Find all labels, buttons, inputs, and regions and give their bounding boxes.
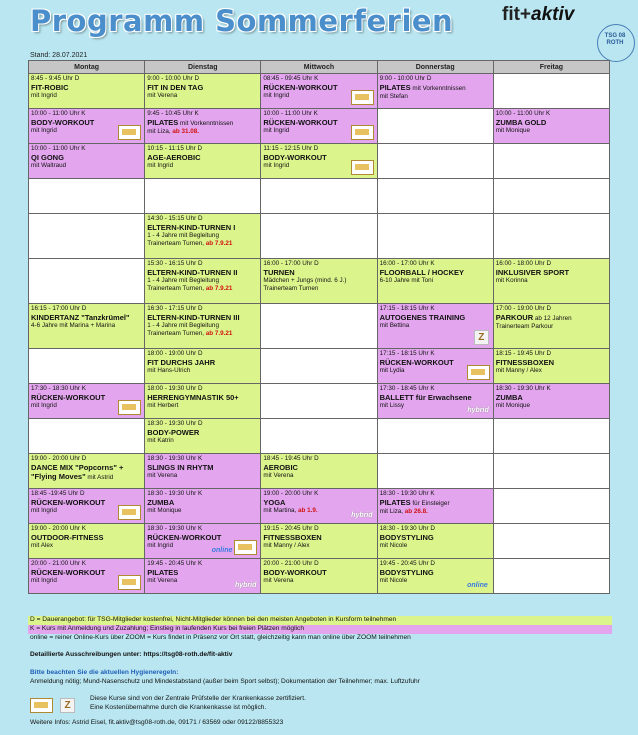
schedule-table (28, 60, 610, 594)
course-cell[interactable] (145, 349, 261, 384)
course-name: FLOORBALL / HOCKEY (379, 267, 465, 277)
course-name: ZUMBA (495, 392, 523, 402)
course-name: ELTERN-KIND-TURNEN II (147, 267, 238, 277)
course-name-extra: mit Vorkenntnissen (410, 84, 466, 92)
course-cell[interactable] (261, 144, 377, 179)
course-trainer: mit Verena (263, 471, 294, 479)
empty-cell (493, 524, 609, 559)
course-cell[interactable] (145, 109, 261, 144)
course-time: 18:00 - 19:30 Uhr D (147, 385, 203, 392)
course-name: PILATES (147, 117, 179, 127)
empty-cell (377, 179, 493, 214)
course-time: 17:30 - 18:45 Uhr K (379, 385, 435, 392)
certified-sport-badge-icon (234, 540, 257, 555)
course-start-date: ab 31.08. (170, 127, 199, 135)
course-name: OUTDOOR-FITNESS (31, 532, 104, 542)
day-header-freitag: Freitag (493, 61, 609, 74)
course-name: ELTERN-KIND-TURNEN I (147, 222, 236, 232)
rules-title: Bitte beachten Sie die aktuellen Hygieneregeln: (30, 669, 179, 676)
course-time: 18:30 - 19:30 Uhr K (147, 525, 203, 532)
course-time: 18:45 - 19:45 Uhr D (263, 455, 319, 462)
course-trainer: mit Ingrid (263, 126, 290, 134)
course-trainer: mit Martina, (263, 506, 297, 514)
course-trainer: mit Ingrid (31, 401, 57, 409)
empty-cell (261, 349, 377, 384)
course-trainer: mit Ingrid (31, 576, 57, 584)
cert-text-1: Diese Kurse sind von der Zentrale Prüfstelle der Krankenkasse zertifiziert. (90, 695, 306, 702)
course-name: ZUMBA (147, 497, 175, 507)
course-trainer: mit Katrin (147, 436, 174, 444)
course-name: AGE-AEROBIC (147, 152, 201, 162)
course-time: 18:15 - 19:45 Uhr D (495, 350, 552, 357)
course-name: PILATES (379, 497, 411, 507)
course-cell[interactable] (377, 559, 493, 594)
course-time: 14:30 - 15:15 Uhr D (147, 215, 203, 222)
course-cell[interactable] (377, 384, 493, 419)
page-title: Programm Sommerferien (30, 4, 454, 38)
stand-date: Stand: 28.07.2021 (30, 52, 88, 59)
course-time: 16:30 - 17:15 Uhr D (147, 305, 203, 312)
course-time: 10:00 - 11:00 Uhr K (495, 110, 551, 117)
course-trainer: mit Manny / Alex (495, 366, 542, 374)
course-name: FIT IN DEN TAG (147, 82, 204, 92)
course-time: 19:45 - 20:45 Uhr D (379, 560, 435, 567)
course-trainer: mit Korinna (495, 276, 528, 284)
course-trainer-team: Trainerteam Turnen, (147, 284, 205, 292)
zpp-z-icon: Z (60, 698, 75, 713)
table-row (29, 349, 610, 384)
course-name: FITNESSBOXEN (263, 532, 322, 542)
course-trainer: mit Ingrid (31, 506, 57, 514)
empty-cell (377, 454, 493, 489)
club-seal-text: TSG 08 ROTH (604, 33, 626, 46)
contact-info: Weitere Infos: Astrid Eisel, fit.aktiv@tsg08-roth.de, 09171 / 63569 oder 09122/8855323 (30, 719, 284, 726)
course-trainer: 6-10 Jahre mit Toni (379, 276, 433, 284)
course-name: TURNEN (263, 267, 295, 277)
course-cell[interactable] (261, 454, 377, 489)
course-time: 17:15 - 18:15 Uhr K (379, 305, 435, 312)
course-time: 19:00 - 20:00 Uhr D (31, 455, 87, 462)
empty-cell (29, 349, 145, 384)
logo-wordmark (502, 4, 574, 26)
course-time: 19:00 - 20:00 Uhr K (263, 490, 319, 497)
course-cell[interactable] (145, 304, 261, 349)
course-cell[interactable] (145, 454, 261, 489)
course-time: 10:00 - 11:00 Uhr K (263, 110, 318, 117)
course-time: 10:15 - 11:15 Uhr D (147, 145, 203, 152)
course-cell[interactable] (29, 304, 145, 349)
table-row (29, 524, 610, 559)
course-cell[interactable] (377, 489, 493, 524)
table-row (29, 214, 610, 259)
course-trainer: mit Ingrid (147, 541, 174, 549)
course-name: RÜCKEN-WORKOUT (31, 392, 106, 402)
course-cell[interactable] (377, 259, 493, 304)
certified-sport-badge-icon (467, 365, 490, 380)
course-trainer: mit Monique (495, 126, 531, 134)
course-cell[interactable] (261, 109, 377, 144)
table-row (29, 259, 610, 304)
course-cell[interactable] (377, 304, 493, 349)
course-start-date: ab 7.9.21 (204, 239, 233, 247)
course-trainer: mit Waltraud (31, 161, 67, 169)
course-trainer: mit Hans-Ulrich (147, 366, 191, 374)
course-time: 19:45 - 20:45 Uhr K (147, 560, 203, 567)
empty-cell (261, 179, 377, 214)
course-trainer: 4-6 Jahre mit Marina + Marina (31, 321, 116, 329)
rules-text: Anmeldung nötig; Mund-Nasenschutz und Mindestabstand (außer beim Sport selbst); Dokumentation der Teilnehmer; max. Luftzufuhr (30, 678, 420, 685)
online-tag: online (211, 547, 233, 555)
hybrid-tag: hybrid (234, 582, 257, 590)
empty-cell (261, 419, 377, 454)
course-name: PILATES (147, 567, 179, 577)
course-cell[interactable] (493, 304, 609, 349)
course-start-date: ab 7.9.21 (204, 284, 233, 292)
hybrid-tag: hybrid (351, 512, 373, 520)
course-cell[interactable] (145, 259, 261, 304)
course-name: YOGA (263, 497, 286, 507)
hybrid-tag: hybrid (467, 407, 489, 415)
course-trainer: mit Bettina (379, 321, 410, 329)
course-cell[interactable] (493, 109, 609, 144)
course-name: RÜCKEN-WORKOUT (147, 532, 222, 542)
course-trainer: mit Ingrid (263, 91, 290, 99)
course-trainer: mit Ingrid (263, 161, 290, 169)
course-name: BODY-WORKOUT (263, 567, 327, 577)
course-time: 9:00 - 10:00 Uhr D (379, 75, 432, 82)
course-time: 18:30 - 19:30 Uhr K (495, 385, 551, 392)
certified-sport-badge-icon (30, 698, 53, 713)
course-time: 18:30 - 19:30 Uhr K (379, 490, 435, 497)
empty-cell (377, 144, 493, 179)
course-cell[interactable] (145, 74, 261, 109)
course-name: HERRENGYMNASTIK 50+ (147, 392, 239, 402)
course-name: BALLETT für Erwachsene (379, 392, 472, 402)
course-cell[interactable] (29, 454, 145, 489)
logo-fit-text: fit+ (502, 4, 532, 25)
course-trainer: mit Herbert (147, 401, 179, 409)
course-trainer: mit Monique (147, 506, 182, 514)
course-name: AUTOGENES TRAINING (379, 312, 466, 322)
empty-cell (145, 179, 261, 214)
course-name: BODYSTYLING (379, 567, 434, 577)
course-trainer: mit Stefan (379, 92, 408, 100)
course-cell[interactable] (493, 349, 609, 384)
course-trainer: mit Verena (147, 576, 178, 584)
course-time: 10:00 - 11:00 Uhr K (31, 145, 86, 152)
empty-cell (493, 214, 609, 259)
course-cell[interactable] (145, 524, 261, 559)
empty-cell (29, 214, 145, 259)
table-row (29, 489, 610, 524)
course-name: ELTERN-KIND-TURNEN III (147, 312, 240, 322)
day-header-donnerstag: Donnerstag (377, 61, 493, 74)
course-cell[interactable] (29, 489, 145, 524)
table-row (29, 454, 610, 489)
course-trainer: mit Alex (31, 541, 54, 549)
course-trainer: mit Verena (147, 91, 178, 99)
course-time: 18:30 - 19:30 Uhr K (147, 490, 203, 497)
course-name: PARKOUR (495, 312, 534, 322)
course-time: 19:00 - 20:00 Uhr K (31, 525, 86, 532)
zpp-z-icon: Z (474, 330, 489, 345)
course-time: 16:15 - 17:00 Uhr D (31, 305, 87, 312)
course-time: 17:30 - 18:30 Uhr K (31, 385, 86, 392)
empty-cell (29, 179, 145, 214)
course-trainer: mit Nicole (379, 576, 408, 584)
course-name: BODY-WORKOUT (31, 117, 95, 127)
legend-dauer: D = Dauerangebot: für TSG-Mitglieder kostenfrei, Nicht-Mitglieder können bei den meisten Angeboten in Kursform teilnehmen (28, 616, 612, 625)
empty-cell (261, 304, 377, 349)
course-cell[interactable] (29, 384, 145, 419)
course-trainer: Trainerteam Parkour (495, 322, 554, 330)
course-time: 16:00 - 17:00 Uhr K (379, 260, 435, 267)
course-name: BODY-WORKOUT (263, 152, 327, 162)
course-time: 18:45 -19:45 Uhr D (31, 490, 85, 497)
course-time: 18:30 - 19:30 Uhr D (379, 525, 435, 532)
course-cell[interactable] (29, 74, 145, 109)
course-cell[interactable] (145, 384, 261, 419)
course-time: 18:30 - 19:30 Uhr D (147, 420, 203, 427)
course-trainer: mit Liza, (379, 507, 404, 515)
course-cell[interactable] (261, 559, 377, 594)
day-header-montag: Montag (29, 61, 145, 74)
legend-online: online = reiner Online-Kurs über ZOOM = Kurs findet in Präsenz vor Ort statt, gleichzeitig kann man online über ZOOM teilnehmen (30, 634, 411, 641)
details-link[interactable]: Detaillierte Ausschreibungen unter: https://tsg08-roth.de/fit-aktiv (30, 651, 233, 658)
course-trainer: 1 - 4 Jahre mit Begleitung (147, 321, 219, 329)
empty-cell (29, 419, 145, 454)
course-time: 20:00 - 21:00 Uhr D (263, 560, 319, 567)
course-name: FITNESSBOXEN (495, 357, 555, 367)
certified-sport-badge-icon (351, 125, 374, 140)
course-start-date: ab 26.8. (403, 507, 428, 515)
course-cell[interactable] (29, 524, 145, 559)
course-start-date: ab 7.9.21 (204, 329, 233, 337)
empty-cell (29, 259, 145, 304)
course-time: 9:00 - 10:00 Uhr D (147, 75, 199, 82)
course-time: 20:00 - 21:00 Uhr K (31, 560, 86, 567)
course-name: BODY-POWER (147, 427, 200, 437)
empty-cell (261, 214, 377, 259)
course-name-extra: mit Vorkenntnissen (178, 119, 234, 127)
course-cell[interactable] (145, 489, 261, 524)
logo-aktiv-text: aktiv (531, 4, 575, 25)
course-name: FIT DURCHS JAHR (147, 357, 216, 367)
course-trainer: mit Verena (263, 576, 294, 584)
table-row (29, 559, 610, 594)
table-row (29, 74, 610, 109)
legend-kurs: K = Kurs mit Anmeldung und Zuzahlung; Einstieg in laufenden Kurs bei freien Plätzen möglich (28, 625, 612, 634)
course-time: 17:00 - 19:00 Uhr D (495, 305, 552, 312)
course-name-line2: "Flying Moves" (31, 471, 86, 481)
course-cell[interactable] (145, 559, 261, 594)
course-trainer-team: Trainerteam Turnen (263, 284, 319, 292)
day-header-dienstag: Dienstag (145, 61, 261, 74)
course-trainer: Mädchen + Jungs (mind. 6 J.) (263, 276, 347, 284)
course-name: ZUMBA GOLD (495, 117, 547, 127)
course-time: 17:15 - 18:15 Uhr K (379, 350, 435, 357)
empty-cell (493, 559, 609, 594)
course-trainer: mit Monique (495, 401, 531, 409)
course-name: RÜCKEN-WORKOUT (31, 567, 106, 577)
course-name: BODYSTYLING (379, 532, 434, 542)
empty-cell (261, 384, 377, 419)
course-time: 18:00 - 19:00 Uhr D (147, 350, 203, 357)
course-trainer-team: Trainerteam Turnen, (147, 329, 205, 337)
course-cell[interactable] (261, 74, 377, 109)
day-header-mittwoch: Mittwoch (261, 61, 377, 74)
certified-sport-badge-icon (118, 400, 141, 415)
table-row (29, 179, 610, 214)
table-row (29, 384, 610, 419)
course-cell[interactable] (261, 489, 377, 524)
course-time: 15:30 - 16:15 Uhr D (147, 260, 203, 267)
course-trainer: mit Astrid (85, 473, 114, 481)
course-cell[interactable] (377, 524, 493, 559)
course-trainer: mit Manny / Alex (263, 541, 310, 549)
course-name: FIT-ROBIC (31, 82, 69, 92)
course-time: 08:45 - 09:45 Uhr K (263, 75, 319, 82)
empty-cell (493, 74, 609, 109)
course-trainer: mit Ingrid (31, 91, 57, 99)
course-cell[interactable] (493, 384, 609, 419)
course-name: DANCE MIX "Popcorns" + (31, 462, 124, 472)
course-cell[interactable] (377, 349, 493, 384)
course-trainer: mit Lissy (379, 401, 405, 409)
course-trainer: mit Ingrid (31, 126, 57, 134)
course-cell[interactable] (261, 259, 377, 304)
course-trainer: mit Liza, (147, 127, 171, 135)
course-cell[interactable] (29, 144, 145, 179)
course-time: 19:15 - 20:45 Uhr D (263, 525, 319, 532)
course-cell[interactable] (261, 524, 377, 559)
course-name: AEROBIC (263, 462, 298, 472)
course-trainer: mit Nicole (379, 541, 408, 549)
course-time: 10:00 - 11:00 Uhr K (31, 110, 86, 117)
course-trainer: mit Lydia (379, 366, 405, 374)
course-name: RÜCKEN-WORKOUT (263, 117, 338, 127)
course-cell[interactable] (493, 259, 609, 304)
table-row (29, 304, 610, 349)
course-time: 11:15 - 12:15 Uhr D (263, 145, 319, 152)
empty-cell (377, 109, 493, 144)
empty-cell (493, 489, 609, 524)
course-name: INKLUSIVER SPORT (495, 267, 570, 277)
empty-cell (493, 144, 609, 179)
course-time: 16:00 - 17:00 Uhr D (263, 260, 319, 267)
empty-cell (493, 179, 609, 214)
course-trainer-team: Trainerteam Turnen, (147, 239, 205, 247)
course-trainer: 1 - 4 Jahre mit Begleitung (147, 231, 219, 239)
course-name-extra: ab 12 Jahren (533, 314, 572, 322)
certified-sport-badge-icon (351, 160, 374, 175)
course-name: PILATES (379, 82, 411, 92)
day-header-row (29, 61, 610, 74)
course-name: KINDERTANZ "Tanzkrümel" (31, 312, 130, 322)
course-time: 18:30 - 19:30 Uhr K (147, 455, 203, 462)
empty-cell (493, 419, 609, 454)
empty-cell (377, 419, 493, 454)
course-cell[interactable] (145, 214, 261, 259)
certified-sport-badge-icon (118, 125, 141, 140)
table-row (29, 144, 610, 179)
course-time: 8:45 - 9:45 Uhr D (31, 75, 80, 82)
fit-aktiv-logo (502, 4, 636, 62)
certified-sport-badge-icon (118, 575, 141, 590)
course-cell[interactable] (145, 144, 261, 179)
course-time: 16:00 - 18:00 Uhr D (495, 260, 552, 267)
cert-text-2: Eine Kostenübernahme durch die Krankenkasse ist möglich. (90, 704, 267, 711)
course-name: RÜCKEN-WORKOUT (31, 497, 106, 507)
course-cell[interactable] (377, 74, 493, 109)
course-cell[interactable] (145, 419, 261, 454)
course-trainer: mit Ingrid (147, 161, 174, 169)
course-name: RÜCKEN-WORKOUT (263, 82, 338, 92)
course-name: QI GONG (31, 152, 64, 162)
course-start-date: ab 1.9. (296, 506, 318, 514)
course-trainer: 1 - 4 Jahre mit Begleitung (147, 276, 219, 284)
course-cell[interactable] (29, 109, 145, 144)
online-tag: online (467, 582, 488, 590)
course-cell[interactable] (29, 559, 145, 594)
course-name: RÜCKEN-WORKOUT (379, 357, 454, 367)
course-name: SLINGS IN RHYTM (147, 462, 214, 472)
table-row (29, 109, 610, 144)
course-name-extra: für Einsteiger (410, 499, 450, 507)
table-row (29, 419, 610, 454)
course-time: 9:45 - 10:45 Uhr K (147, 110, 199, 117)
empty-cell (377, 214, 493, 259)
certified-sport-badge-icon (351, 90, 374, 105)
course-trainer: mit Verena (147, 471, 178, 479)
certified-sport-badge-icon (118, 505, 141, 520)
empty-cell (493, 454, 609, 489)
